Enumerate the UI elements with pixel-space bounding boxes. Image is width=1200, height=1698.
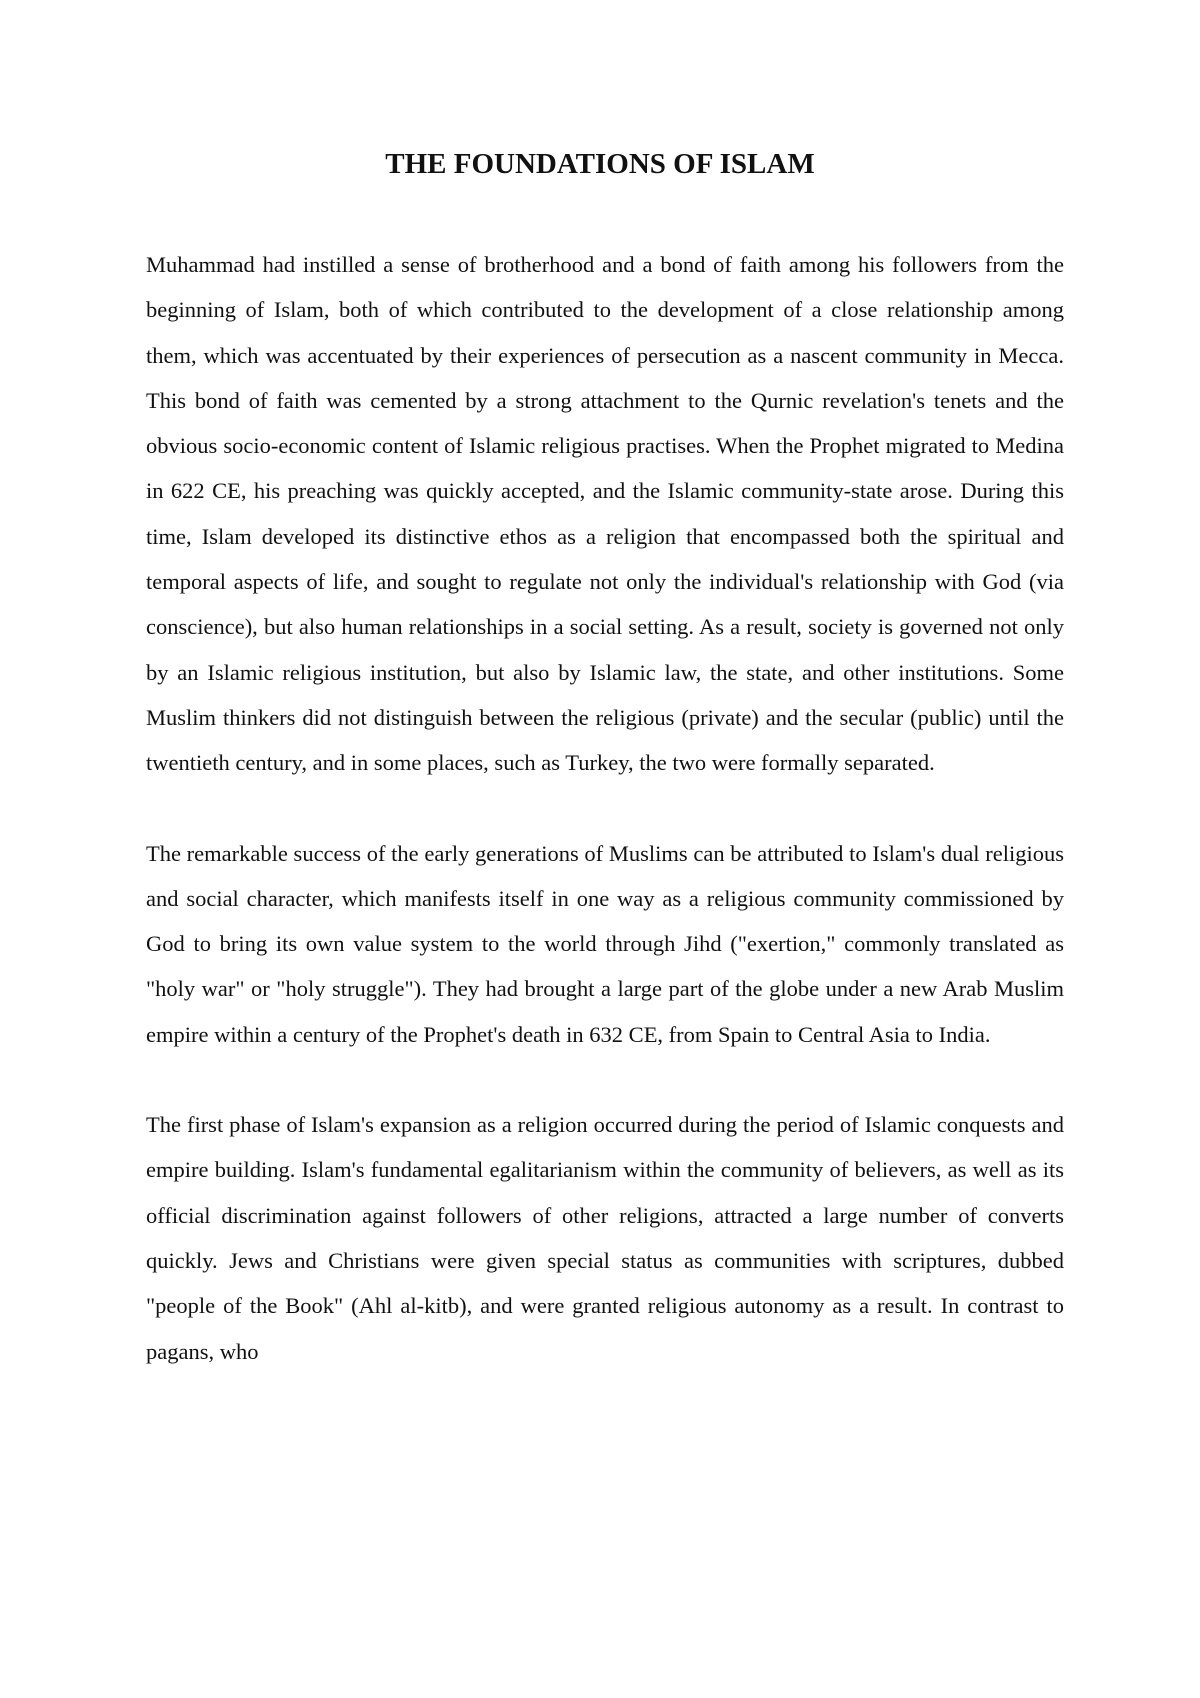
paragraph-1: Muhammad had instilled a sense of brotherhood and a bond of faith among his followers from the beginning of Islam, both of which contributed to the development of a close relationship among them, which was accentuated by their experiences of persecution as a nascent community in Mecca. This bond of faith was cemented by a strong attachment to the Qurnic revelation's tenets and the obvious socio-economic content of Islamic religious practises. When the Prophet migrated to Medina in 622 CE, his preaching was quickly accepted, and the Islamic community-state arose. During this time, Islam developed its distinctive ethos as a religion that encompassed both the spiritual and temporal aspects of life, and sought to regulate not only the individual's relationship with God (via conscience), but also human relationships in a social setting. As a result, society is governed not only by an Islamic religious institution, but also by Islamic law, the state, and other institutions. Some Muslim thinkers did not distinguish between the religious (private) and the secular (public) until the twentieth century, and in some places, such as Turkey, the two were formally separated. <box>146 252 1064 776</box>
document-body <box>146 242 1064 1419</box>
page-title: THE FOUNDATIONS OF ISLAM <box>385 148 815 180</box>
paragraph-2: The remarkable success of the early generations of Muslims can be attributed to Islam's dual religious and social character, which manifests itself in one way as a religious community commissioned by God to bring its own value system to the world through Jihd ("exertion," commonly translated as "holy war" or "holy struggle"). They had brought a large part of the globe under a new Arab Muslim empire within a century of the Prophet's death in 632 CE, from Spain to Central Asia to India. <box>146 840 1064 1047</box>
paragraph-3: The first phase of Islam's expansion as a religion occurred during the period of Islamic conquests and empire building. Islam's fundamental egalitarianism within the community of believers, as well as its official discrimination against followers of other religions, attracted a large number of converts quickly. Jews and Christians were given special status as communities with scriptures, dubbed "people of the Book" (Ahl al-kitb), and were granted religious autonomy as a result. In contrast to pagans, who <box>146 1112 1064 1364</box>
